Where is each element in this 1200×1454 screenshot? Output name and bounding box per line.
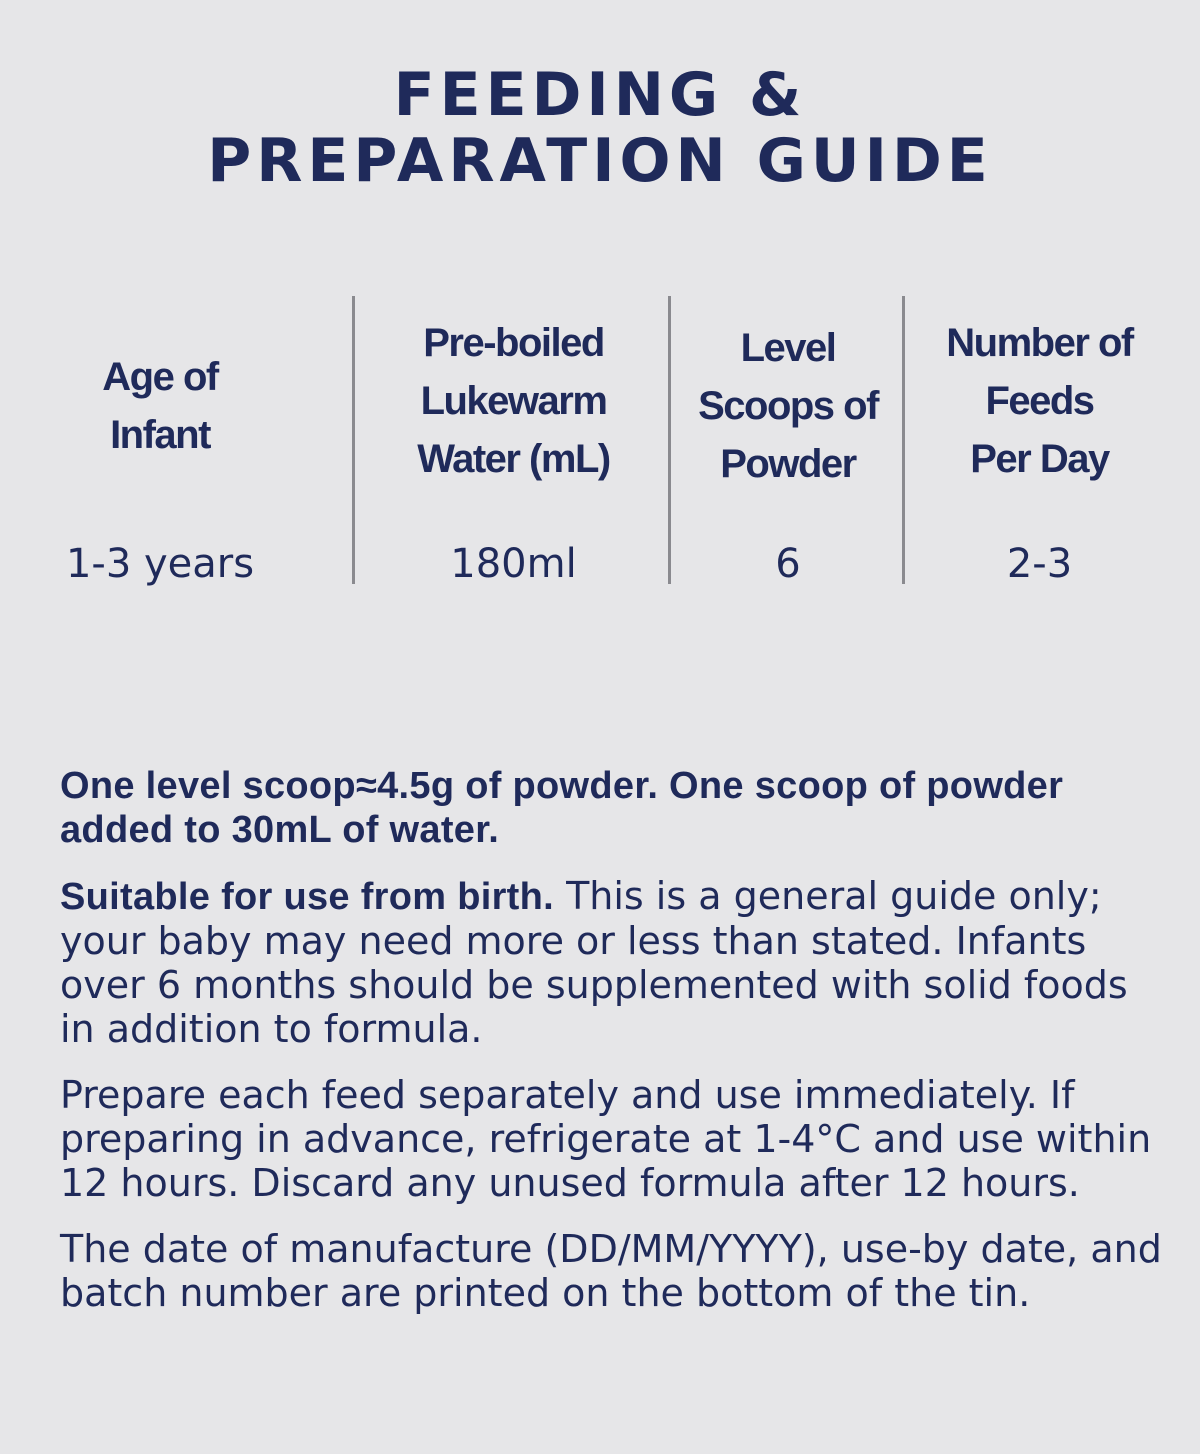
scoop-note: One level scoop≈4.5g of powder. One scoop of powder added to 30mL of water. (60, 765, 1064, 851)
header-feeds-line: Feeds (985, 379, 1094, 423)
header-water-line: Pre-boiled (423, 321, 604, 365)
suitability-note (60, 874, 1170, 1051)
header-age (0, 348, 320, 464)
instructions (60, 764, 1170, 1337)
header-feeds (907, 314, 1172, 488)
header-feeds-line: Number of (946, 321, 1133, 365)
title-line-2: PREPARATION GUIDE (207, 126, 993, 196)
column-scoops (673, 296, 903, 586)
header-scoops (673, 319, 903, 493)
column-divider (668, 296, 671, 584)
cell-age: 1-3 years (65, 541, 255, 587)
column-divider (902, 296, 905, 584)
page-title (0, 62, 1200, 194)
header-scoops-line: Powder (720, 442, 856, 486)
header-water-line: Lukewarm (420, 379, 607, 423)
suitability-text: This is a general guide only; your baby may need more or less than stated. Infants over 6 months should be supplemented with solid foods in addition to formula. (60, 874, 1128, 1051)
title-line-1: FEEDING & (393, 60, 807, 130)
header-age-line: Infant (110, 413, 210, 457)
column-feeds (907, 296, 1172, 586)
column-age (0, 296, 320, 586)
header-scoops-line: Level (740, 326, 836, 370)
cell-feeds: 2-3 (1006, 541, 1073, 587)
header-scoops-line: Scoops of (698, 384, 878, 428)
date-note: The date of manufacture (DD/MM/YYYY), use-by date, and batch number are printed on the bottom of the tin. (60, 1227, 1162, 1315)
header-age-line: Age of (102, 355, 218, 399)
column-divider (352, 296, 355, 584)
preparation-note: Prepare each feed separately and use immediately. If preparing in advance, refrigerate at 1-4°C and use within 12 hours. Discard any unused formula after 12 hours. (60, 1073, 1152, 1205)
cell-water: 180ml (450, 541, 577, 587)
header-water-line: Water (mL) (417, 437, 610, 481)
header-water (357, 314, 670, 488)
header-feeds-line: Per Day (970, 437, 1109, 481)
feeding-table (0, 296, 1200, 586)
column-water (357, 296, 670, 586)
suitability-lead: Suitable for use from birth. (60, 876, 554, 918)
cell-scoops: 6 (775, 541, 801, 587)
